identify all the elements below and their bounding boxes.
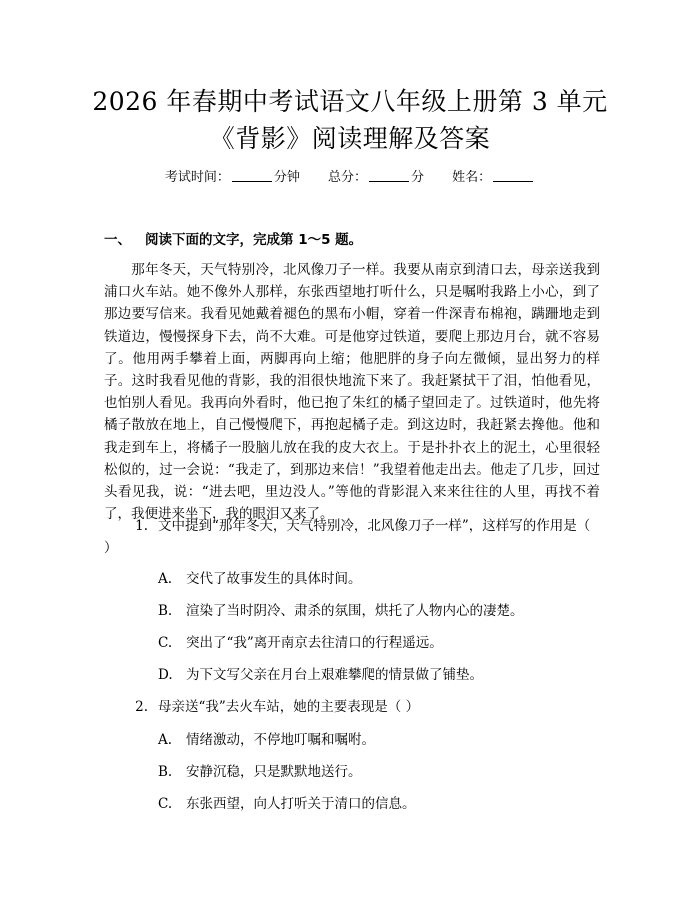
option-text: 交代了故事发生的具体时间。	[186, 571, 362, 587]
time-label: 考试时间：	[164, 170, 230, 185]
time-blank	[232, 169, 272, 182]
question-1-stem: 文中提到“那年冬天，天气特别冷，北风像刀子一样”，这样写的作用是（ ）	[104, 518, 591, 556]
score-unit: 分	[411, 170, 425, 185]
reading-passage	[104, 259, 600, 525]
question-1	[104, 515, 600, 559]
question-1-option-c[interactable]	[158, 633, 443, 653]
name-label: 姓名：	[452, 170, 492, 185]
question-2-option-c[interactable]	[158, 794, 416, 814]
option-text: 突出了“我”离开南京去往清口的行程遥远。	[186, 635, 443, 651]
question-2	[104, 696, 600, 718]
section-heading	[104, 230, 362, 250]
option-letter: B.	[158, 764, 173, 780]
section-number: 一、	[104, 232, 131, 248]
question-1-option-a[interactable]	[158, 569, 362, 589]
time-unit: 分钟	[273, 170, 300, 185]
question-2-option-a[interactable]	[158, 730, 375, 750]
option-letter: C.	[158, 635, 173, 651]
title-line-1: 2026 年春期中考试语文八年级上册第 3 单元	[92, 87, 608, 116]
name-field	[452, 168, 535, 188]
time-field	[165, 168, 300, 188]
question-1-option-d[interactable]	[158, 665, 483, 685]
score-blank	[369, 169, 409, 182]
option-text: 情绪激动，不停地叮嘱和嘱咐。	[186, 732, 375, 748]
title-line-2: 《背影》阅读理解及答案	[209, 124, 491, 153]
option-letter: A.	[158, 732, 173, 748]
score-field	[328, 168, 424, 188]
section-instruction: 阅读下面的文字，完成第 1～5 题。	[145, 232, 363, 248]
question-1-option-b[interactable]	[158, 601, 524, 621]
name-blank	[493, 169, 533, 182]
option-text: 东张西望，向人打听关于清口的信息。	[186, 796, 416, 812]
option-letter: D.	[158, 667, 173, 683]
exam-meta	[0, 168, 700, 188]
question-1-number: 1.	[135, 518, 148, 534]
option-letter: A.	[158, 571, 173, 587]
option-text: 渲染了当时阴冷、肃杀的氛围，烘托了人物内心的凄楚。	[186, 603, 524, 619]
option-letter: C.	[158, 796, 173, 812]
score-label: 总分：	[327, 170, 367, 185]
option-text: 为下文写父亲在月台上艰难攀爬的情景做了铺垫。	[186, 667, 483, 683]
question-2-number: 2.	[135, 699, 148, 715]
option-text: 安静沉稳，只是默默地送行。	[186, 764, 362, 780]
question-2-option-b[interactable]	[158, 762, 362, 782]
option-letter: B.	[158, 603, 173, 619]
question-2-stem: 母亲送“我”去火车站，她的主要表现是（ ）	[158, 699, 420, 715]
passage-text: 那年冬天，天气特别冷，北风像刀子一样。我要从南京到清口去，母亲送我到浦口火车站。她不像外人那样，东张西望地打听什么，只是嘱咐我路上小心，到了那边要写信来。我看见她戴着褪色的黑布小帽，穿着一件深青布棉袍，蹒跚地走到铁道边，慢慢探身下去，尚不大难。可是他穿过铁道，要爬上那边月台，就不容易了。他用两手攀着上面，两脚再向上缩；他肥胖的身子向左微倾，显出努力的样子。这时我看见他的背影，我的泪很快地流下来了。我赶紧拭干了泪，怕他看见，也怕别人看见。我再向外看时，他已抱了朱红的橘子望回走了。过铁道时，他先将橘子散放在地上，自己慢慢爬下，再抱起橘子走。到这边时，我赶紧去搀他。他和我走到车上，将橘子一股脑儿放在我的皮大衣上。于是扑扑衣上的泥土，心里很轻松似的，过一会说：“我走了，到那边来信！”我望着他走出去。他走了几步，回过头看见我，说：“进去吧，里边没人。”等他的背影混入来来往往的人里，再找不着了，我便进来坐下，我的眼泪又来了。	[104, 262, 600, 523]
